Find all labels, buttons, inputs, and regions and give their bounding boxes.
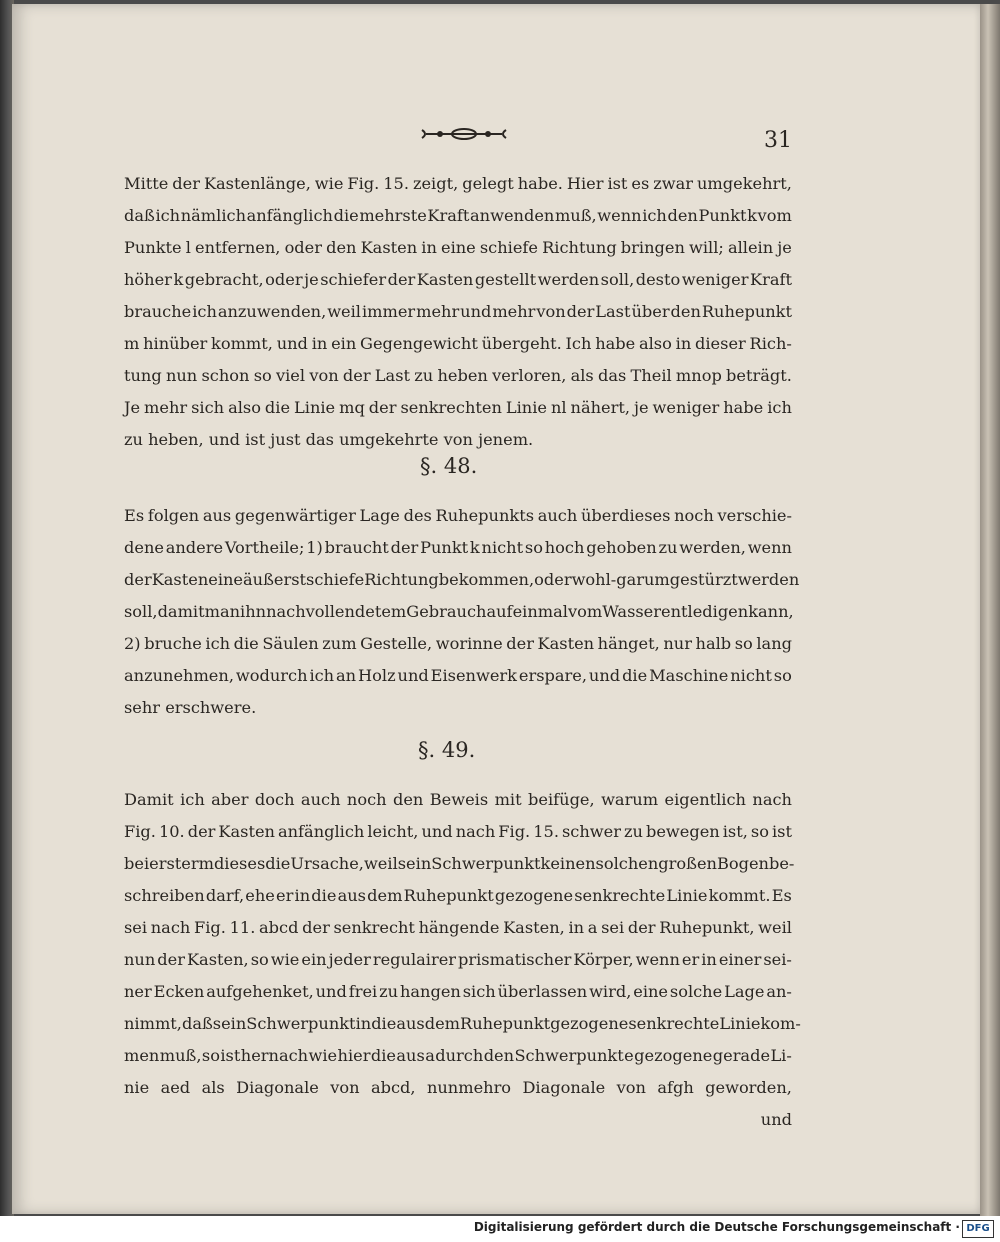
ornament-icon [418,124,510,144]
dfg-logo: DFG [962,1220,994,1238]
text-line: anzunehmen, wodurch ich an Holz und Eisenwerk erspare, und die Maschine nicht so [124,666,792,685]
text-line: ner Ecken aufgehenket, und frei zu hangen sich überlassen wird, eine solche Lage an- [124,982,792,1001]
text-line: höher k gebracht, oder je schiefer der Kasten gestellt werden soll, desto weniger Kraft [124,270,792,289]
paragraph-49 [124,784,801,1136]
section-heading-48: §. 48. [420,454,478,478]
text-line: daß ich nämlich anfänglich die mehrste Kraft anwenden muß, wenn ich den Punkt k vom [124,206,792,225]
text-line: zu heben, und ist just das umgekehrte von jenem. [124,430,534,449]
text-line: nimmt, daß sein Schwerpunkt in die aus dem Ruhepunkt gezogene senkrechte Linie kom- [124,1014,801,1033]
text-line: 2) bruche ich die Säulen zum Gestelle, worinne der Kasten hänget, nur halb so lang [124,634,792,653]
text-line: nun der Kasten, so wie ein jeder regulairer prismatischer Körper, wenn er in einer sei- [124,950,792,969]
text-line: tung nun schon so viel von der Last zu heben verloren, als das Theil mnop beträgt. [124,366,792,385]
section-heading-49: §. 49. [418,738,476,762]
text-line: Je mehr sich also die Linie mq der senkrechten Linie nl nähert, je weniger habe ich [124,398,792,417]
text-line: sei nach Fig. 11. abcd der senkrecht hängende Kasten, in a sei der Ruhepunkt, weil [124,918,792,937]
text-line: Mitte der Kastenlänge, wie Fig. 15. zeigt, gelegt habe. Hier ist es zwar umgekehrt, [124,174,792,193]
page-edge [980,4,1000,1218]
text-line: sehr erschwere. [124,698,257,717]
text-line: der Kasten eine äußerst schiefe Richtung bekommen, oder wohl-gar umgestürzt werden [124,570,800,589]
text-line: dene andere Vortheile; 1) braucht der Punkt k nicht so hoch gehoben zu werden, wenn [124,538,792,557]
paragraph-48 [124,500,800,724]
text-line: Es folgen aus gegenwärtiger Lage des Ruhepunkts auch überdieses noch verschie- [124,506,792,525]
text-line: schreiben darf, ehe er in die aus dem Ruhepunkt gezogene senkrechte Linie kommt. Es [124,886,792,905]
paragraph-1 [124,168,792,456]
catchword: und [760,1110,792,1129]
text-line: men muß, so ist hernach wie hier die aus a durch den Schwerpunkt e gezogene gerade Li- [124,1046,792,1065]
text-line: Fig. 10. der Kasten anfänglich leicht, und nach Fig. 15. schwer zu bewegen ist, so ist [124,822,792,841]
text-line: bei ersterm dieses die Ursache, weil sein Schwerpunkt keinen solchen großen Bogen be- [124,854,795,873]
page-number: 31 [764,128,792,153]
footer-credit: Digitalisierung gefördert durch die Deutsche Forschungsgemeinschaft · [473,1220,960,1234]
text-line: nie aed als Diagonale von abcd, nunmehro Diagonale von afgh geworden, [124,1078,792,1097]
text-line: brauche ich anzuwenden, weil immer mehr und mehr von der Last über den Ruhepunkt [124,302,792,321]
text-line: Damit ich aber doch auch noch den Beweis mit beifüge, warum eigentlich nach [124,790,792,809]
text-line: m hinüber kommt, und in ein Gegengewicht übergeht. Ich habe also in dieser Rich- [124,334,792,353]
text-line: soll, damit man ihn nach vollendetem Gebrauch auf einmal vom Wasser entledigen kann, [124,602,794,621]
text-line: Punkte l entfernen, oder den Kasten in eine schiefe Richtung bringen will; allein je [124,238,792,257]
